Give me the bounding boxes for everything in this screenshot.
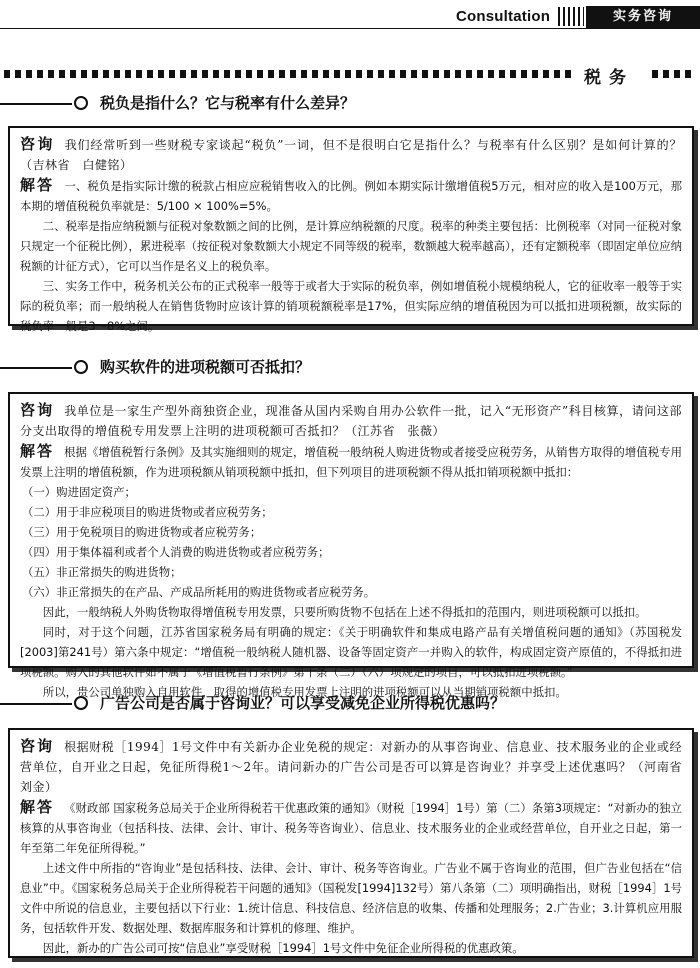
header-divider [0, 28, 700, 29]
question-title-3 [0, 692, 700, 714]
answer-paragraph: 三、实务工作中，税务机关公布的正式税率一般等于或者大于实际的税负率，例如增值税小规模纳税人，它的征收率一般等于实际的税负率；而一般纳税人在销售货物时应该计算的销项税额税率是17%，但实际应纳的增值税因为可以抵扣进项税额，故实际的税负率一般是3～8%之间。 [20, 279, 682, 333]
answer-label: 解答 [20, 176, 55, 194]
answer-lead: 一、税负是指实际计缴的税款占相应应税销售收入的比例。例如本期实际计缴增值税5万元，相对应的收入是100万元，那本期的增值税税负率就是：5/100 × 100%=5%。 [20, 179, 682, 213]
answer-label: 解答 [20, 798, 55, 816]
dotted-rule-right [652, 70, 696, 78]
question-heading: 税负是指什么？它与税率有什么差异？ [100, 94, 356, 112]
answer-lead: 根据《增值税暂行条例》及其实施细则的规定，增值税一般纳税人购进货物或者接受应税劳务，从销售方取得的增值税专用发票上注明的增值税额，作为进项税额从销项税额中抵扣，但下列项目的进项税额不得从抵扣销项税额中抵扣： [20, 445, 682, 479]
section-band [4, 64, 696, 88]
qa-box-3 [8, 728, 694, 958]
answer-paragraph: 因此，新办的广告公司可按“信息业”享受财税［1994］1号文件中免征企业所得税的优惠政策。 [42, 941, 524, 955]
answer-paragraph: 上述文件中所指的“咨询业”是包括科技、法律、会计、审计、税务等咨询业。广告业不属于咨询业的范围，但广告业包括在“信息业”中。《国家税务总局关于企业所得税若干问题的通知》（国税发[1994]132号）第八条第（二）项明确指出，财税［1994］1号文件中所说的信息业，主要包括以下行业：1.统计信息、科技信息、经济信息的收集、传播和处理服务；2.广告业；3.计算机应用服务，包括软件开发、数据处理、数据库服务和计算机的修理、维护。 [20, 861, 682, 935]
question-heading: 购买软件的进项税额可否抵扣？ [100, 358, 311, 376]
list-item: （五）非正常损失的购进货物； [22, 565, 182, 579]
circle-bullet-icon [74, 360, 88, 374]
list-item: （一）购进固定资产； [22, 485, 136, 499]
circle-bullet-icon [74, 696, 88, 710]
ask-text: 我们经常听到一些财税专家谈起“税负”一词，但不是很明白它是指什么？与税率有什么区别？是如何计算的？（吉林省 白健铭） [20, 138, 682, 172]
answer-paragraph: 同时，对于这个问题，江苏省国家税务局有明确的规定：《关于明确软件和集成电路产品有关增值税问题的通知》（苏国税发[2003]第241号）第六条中规定：“增值税一般纳税人随机器、设备等固定资产一并购入的软件，构成固定资产原值的，不得抵扣进项税额。购入的其他软件如不属于《增值税暂行条例》第十条（二）（六）项规定的项目，可以抵扣进项税额。” [20, 625, 682, 679]
circle-bullet-icon [74, 96, 88, 110]
dotted-rule-left [4, 70, 574, 78]
consult-paragraph [20, 736, 695, 797]
section-title: 税务 [584, 68, 634, 88]
title-rule [0, 103, 72, 105]
ask-label: 咨询 [20, 401, 55, 419]
list-item: （二）用于非应税项目的购进货物或者应税劳务； [22, 505, 273, 519]
page-header [0, 6, 700, 28]
title-rule [0, 703, 72, 705]
ask-label: 咨询 [20, 737, 55, 755]
qa-box-1 [8, 126, 694, 333]
list-item: （四）用于集体福利或者个人消费的购进货物或者应税劳务； [22, 545, 330, 559]
question-title-1 [0, 92, 700, 114]
ask-label: 咨询 [20, 135, 55, 153]
ask-text: 根据财税［1994］1号文件中有关新办企业免税的规定：对新办的从事咨询业、信息业、技术服务业的企业或经营单位，自开业之日起，免征所得税1～2年。请问新办的广告公司是否可以算是咨询业？并享受上述优惠吗？（河南省 刘金） [20, 740, 695, 794]
answer-paragraph [20, 175, 682, 216]
answer-lead: 《财政部 国家税务总局关于企业所得税若干优惠政策的通知》（财税［1994］1号）第（二）条第3项规定：“对新办的独立核算的从事咨询业（包括科技、法律、会计、审计、税务等咨询业）、信息业、技术服务业的企业或经营单位，自开业之日起，第一年至第二年免征所得税。” [20, 801, 682, 855]
ask-text: 我单位是一家生产型外商独资企业，现准备从国内采购自用办公软件一批，记入“无形资产”科目核算，请问这部分支出取得的增值税专用发票上注明的进项税额可否抵扣？（江苏省 张薇） [20, 404, 682, 438]
answer-paragraph [20, 441, 682, 482]
list-item: （三）用于免税项目的购进货物或者应税劳务； [22, 525, 262, 539]
title-rule [0, 367, 72, 369]
header-bars-decoration [558, 7, 584, 26]
question-heading: 广告公司是否属于咨询业？可以享受减免企业所得税优惠吗？ [100, 694, 506, 712]
list-item: （六）非正常损失的在产品、产成品所耗用的购进货物或者应税劳务。 [22, 585, 376, 599]
answer-paragraph: 因此，一般纳税人外购货物取得增值税专用发票，只要所购货物不包括在上述不得抵扣的范围内，则进项税额可以抵扣。 [42, 605, 647, 619]
column-english-title: Consultation [456, 8, 551, 25]
answer-label: 解答 [20, 442, 55, 460]
consult-paragraph [20, 134, 682, 175]
answer-paragraph: 所以，贵公司单独购入自用软件，取得的增值税专用发票上注明的进项税额可以从当期销项税额中抵扣。 [42, 685, 567, 699]
consult-paragraph [20, 400, 682, 441]
qa-box-2 [8, 392, 694, 699]
column-tag: 实务咨询 [586, 6, 700, 28]
answer-paragraph: 二、税率是指应纳税额与征税对象数额之间的比例，是计算应纳税额的尺度。税率的种类主要包括：比例税率（对同一征税对象只规定一个征税比例），累进税率（按征税对象数额大小规定不同等级的税率，数额越大税率越高），还有定额税率（即固定单位应纳税额的计征方式），它可以当作是名义上的税负率。 [20, 219, 682, 273]
question-title-2 [0, 356, 700, 378]
answer-paragraph [20, 797, 682, 858]
